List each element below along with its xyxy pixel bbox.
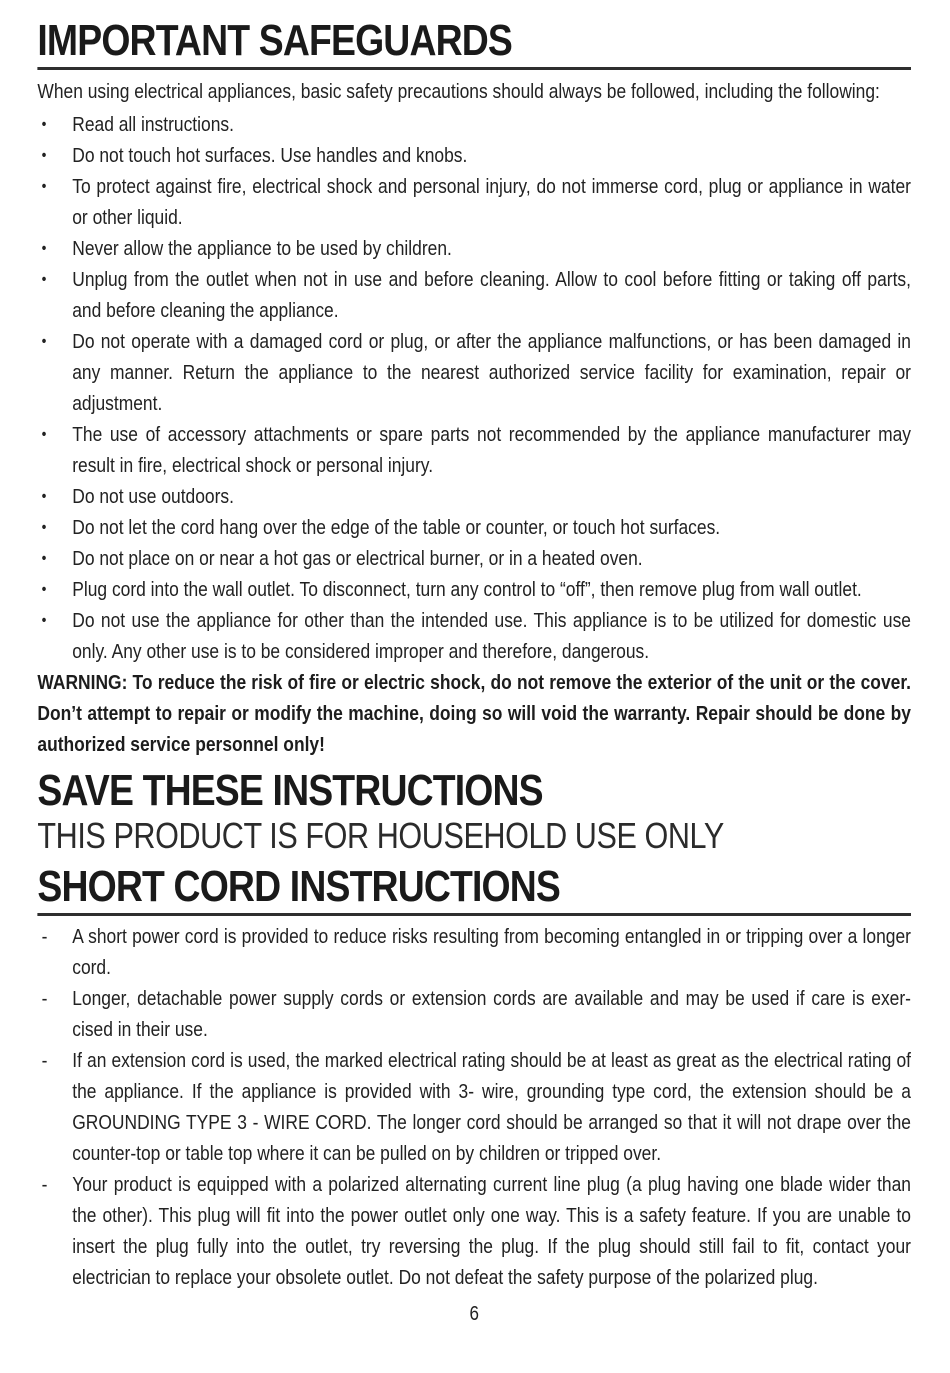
dash-marker: - [41, 987, 48, 1010]
safeguard-list-item [37, 264, 911, 326]
bullet-marker: • [41, 240, 47, 257]
save-instructions-heading: SAVE THESE INSTRUCTIONS [37, 766, 543, 815]
safeguard-list-item [37, 326, 911, 419]
short-cord-list-item [37, 983, 911, 1045]
warning-paragraph: WARNING: To reduce the risk of fire or electric shock, do not remove the exterior of the unit or the cover. Don’t attempt to repair or modify the machine, doing so will void the warranty. Repair should be done by authorized service personnel only! [37, 671, 911, 756]
safeguard-item-text: To protect against fire, electrical shock and personal injury, do not immerse cord, plug or appliance in water or other liquid. [72, 175, 911, 229]
short-cord-list-item [37, 1169, 911, 1293]
safeguard-list-item [37, 605, 911, 667]
short-cord-item-text: Your product is equipped with a polarized alternating current line plug (a plug having one blade wider than the other). This plug will fit into the power outlet only one way. This is a safety feature. If you are unable to insert the plug fully into the outlet, try reversing the plug. If the plug should still fail to fit, contact your electrician to replace your obsolete outlet. Do not defeat the safety purpose of the polarized plug. [72, 1173, 911, 1289]
short-cord-list-item [37, 921, 911, 983]
bullet-marker: • [41, 612, 47, 629]
safeguard-list-item [37, 574, 911, 605]
dash-marker: - [41, 925, 48, 948]
safeguard-item-text: Do not use the appliance for other than the intended use. This appliance is to be utilized for domestic use only. Any other use is to be considered improper and therefore, dangerous. [72, 609, 911, 663]
short-cord-list [37, 921, 911, 1293]
safeguards-intro: When using electrical appliances, basic safety precautions should always be followed, including the following: [37, 80, 880, 103]
safeguard-item-text: Unplug from the outlet when not in use and before cleaning. Allow to cool before fitting or taking off parts, and before cleaning the appliance. [72, 268, 911, 322]
safeguard-item-text: Do not let the cord hang over the edge of the table or counter, or touch hot surfaces. [72, 516, 721, 539]
safeguard-list-item [37, 481, 911, 512]
bullet-marker: • [41, 488, 47, 505]
bullet-marker: • [41, 519, 47, 536]
safeguard-list-item [37, 233, 911, 264]
bullet-marker: • [41, 178, 47, 195]
bullet-marker: • [41, 333, 47, 350]
short-cord-item-text: Longer, detachable power supply cords or extension cords are available and may be used if care is exercised in their use. [72, 987, 911, 1041]
safeguard-item-text: Do not touch hot surfaces. Use handles and knobs. [72, 144, 468, 167]
dash-marker: - [41, 1049, 48, 1072]
safeguard-list-item [37, 171, 911, 233]
household-use-subtitle: THIS PRODUCT IS FOR HOUSEHOLD USE ONLY [37, 815, 724, 856]
bullet-marker: • [41, 271, 47, 288]
safeguard-list-item [37, 512, 911, 543]
safeguard-list-item [37, 109, 911, 140]
safeguard-item-text: Never allow the appliance to be used by children. [72, 237, 452, 260]
short-cord-item-text: If an extension cord is used, the marked electrical rating should be at least as great as the electrical rating of the appliance. If the appliance is provided with 3- wire, grounding type cord, the extension should be a GROUNDING TYPE 3 - WIRE CORD. The longer cord should be arranged so that it will not drape over the counter-top or table top where it can be pulled on by children or tripped over. [72, 1049, 911, 1165]
short-cord-list-item [37, 1045, 911, 1169]
bullet-marker: • [41, 147, 47, 164]
safeguard-list-item [37, 543, 911, 574]
safeguards-list [37, 109, 911, 667]
short-cord-heading: SHORT CORD INSTRUCTIONS [37, 864, 911, 916]
bullet-marker: • [41, 116, 47, 133]
safeguard-list-item [37, 140, 911, 171]
safeguard-item-text: Read all instructions. [72, 113, 234, 136]
safeguard-item-text: The use of accessory attachments or spare parts not recommended by the appliance manufacturer may result in fire, electrical shock or personal injury. [72, 423, 911, 477]
bullet-marker: • [41, 550, 47, 567]
dash-marker: - [41, 1173, 48, 1196]
bullet-marker: • [41, 426, 47, 443]
safeguard-item-text: Do not use outdoors. [72, 485, 234, 508]
important-safeguards-heading: IMPORTANT SAFEGUARDS [37, 18, 911, 70]
safeguard-item-text: Plug cord into the wall outlet. To disconnect, turn any control to “off”, then remove plug from wall outlet. [72, 578, 862, 601]
safeguard-list-item [37, 419, 911, 481]
safeguard-item-text: Do not place on or near a hot gas or electrical burner, or in a heated oven. [72, 547, 643, 570]
bullet-marker: • [41, 581, 47, 598]
page-number: 6 [469, 1303, 479, 1325]
short-cord-item-text: A short power cord is provided to reduce risks resulting from becoming entangled in or tripping over a longer cord. [72, 925, 911, 979]
safeguard-item-text: Do not operate with a damaged cord or plug, or after the appliance malfunctions, or has been damaged in any manner. Return the appliance to the nearest authorized service facility for examination, repair or adjustment. [72, 330, 911, 415]
